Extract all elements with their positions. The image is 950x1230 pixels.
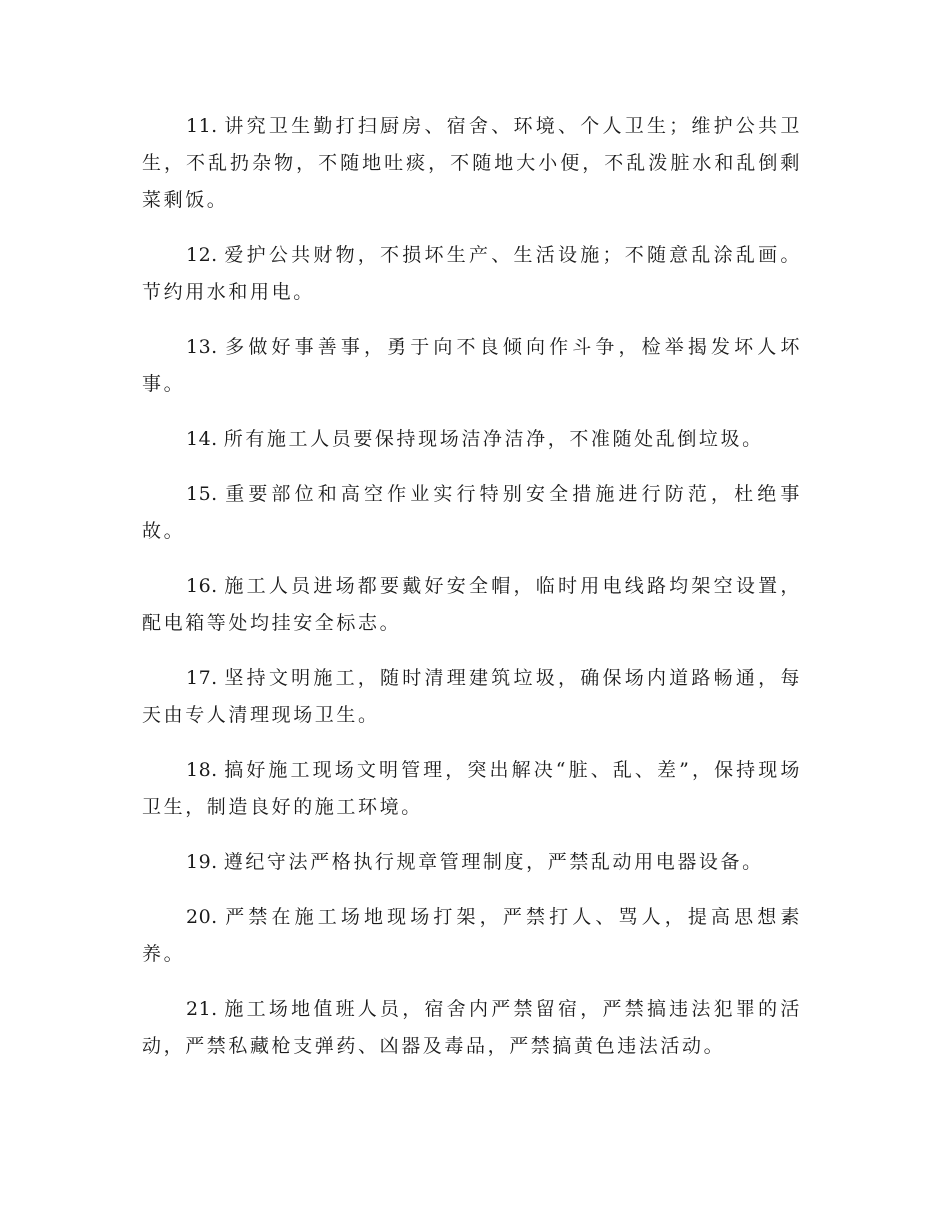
- item-number: 12.: [186, 244, 218, 266]
- item-text: 重要部位和高空作业实行特别安全措施进行防范，杜绝事故。: [142, 483, 802, 542]
- item-number: 14.: [186, 428, 218, 450]
- list-item-12: [142, 237, 802, 311]
- item-number: 13.: [186, 336, 218, 358]
- list-item-19: [142, 844, 802, 881]
- item-text: 所有施工人员要保持现场洁净洁净，不准随处乱倒垃圾。: [223, 428, 764, 450]
- item-text: 爱护公共财物，不损坏生产、生活设施；不随意乱涂乱画。节约用水和用电。: [142, 244, 802, 303]
- item-text: 严禁在施工场地现场打架，严禁打人、骂人，提高思想素养。: [142, 906, 802, 965]
- list-item-16: [142, 568, 802, 642]
- item-number: 17.: [186, 667, 218, 689]
- document-body: [142, 108, 802, 1083]
- list-item-13: [142, 329, 802, 403]
- item-number: 18.: [186, 759, 218, 781]
- item-text: 多做好事善事，勇于向不良倾向作斗争，检举揭发坏人坏事。: [142, 336, 802, 395]
- item-text: 搞好施工现场文明管理，突出解决“脏、乱、差”，保持现场卫生，制造良好的施工环境。: [142, 759, 802, 818]
- item-number: 19.: [186, 851, 218, 873]
- list-item-18: [142, 752, 802, 826]
- item-text: 施工场地值班人员，宿舍内严禁留宿，严禁搞违法犯罪的活动，严禁私藏枪支弹药、凶器及毒品，严禁搞黄色违法活动。: [142, 998, 802, 1057]
- list-item-20: [142, 899, 802, 973]
- list-item-11: [142, 108, 802, 219]
- item-text: 讲究卫生勤打扫厨房、宿舍、环境、个人卫生；维护公共卫生，不乱扔杂物，不随地吐痰，不随地大小便，不乱泼脏水和乱倒剩菜剩饭。: [142, 115, 802, 211]
- list-item-17: [142, 660, 802, 734]
- item-text: 遵纪守法严格执行规章管理制度，严禁乱动用电器设备。: [223, 851, 764, 873]
- item-number: 11.: [186, 115, 218, 137]
- item-number: 15.: [186, 483, 218, 505]
- list-item-14: [142, 421, 802, 458]
- item-text: 施工人员进场都要戴好安全帽，临时用电线路均架空设置，配电箱等处均挂安全标志。: [142, 575, 802, 634]
- list-item-15: [142, 476, 802, 550]
- list-item-21: [142, 991, 802, 1065]
- item-number: 20.: [186, 906, 218, 928]
- item-number: 16.: [186, 575, 218, 597]
- item-number: 21.: [186, 998, 218, 1020]
- item-text: 坚持文明施工，随时清理建筑垃圾，确保场内道路畅通，每天由专人清理现场卫生。: [142, 667, 802, 726]
